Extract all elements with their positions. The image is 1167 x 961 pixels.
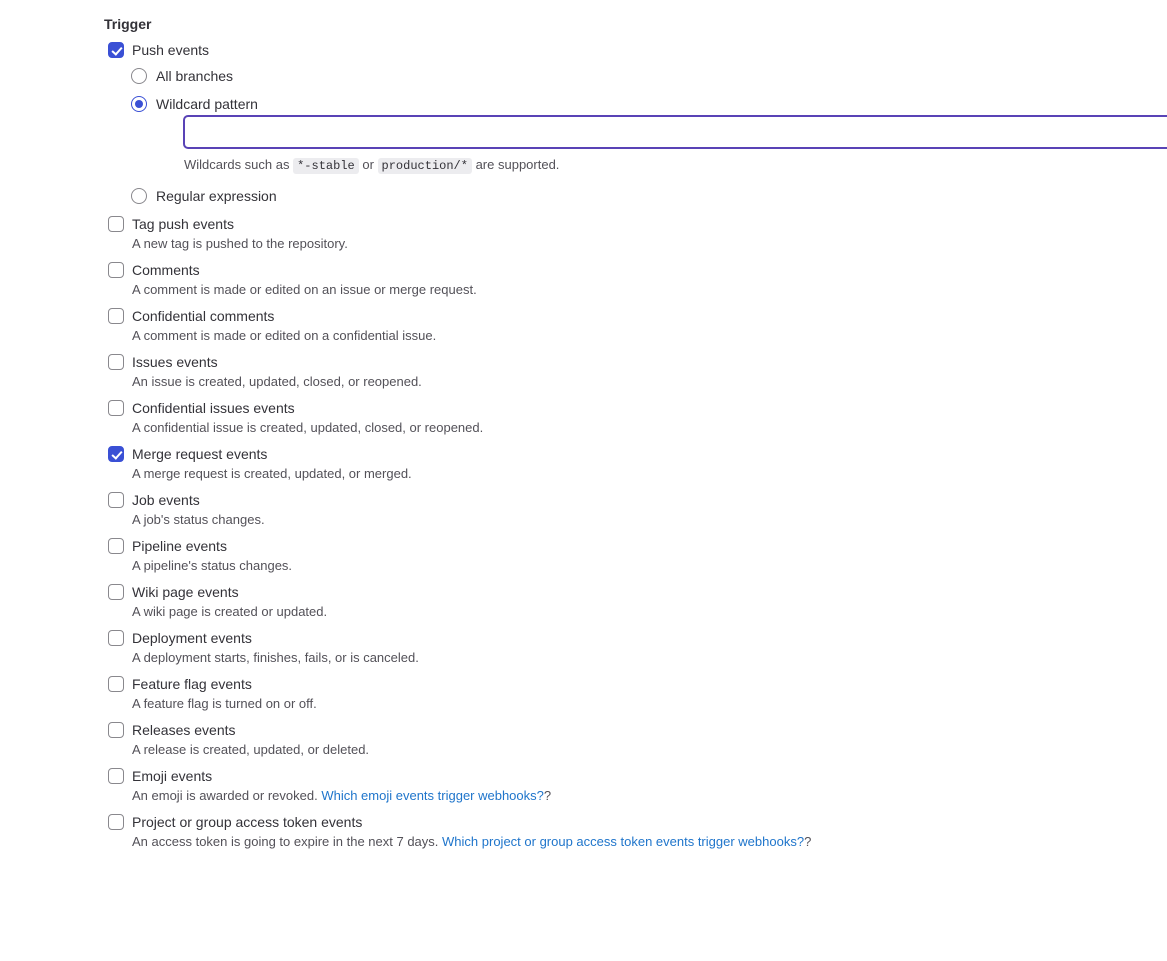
wiki-page-events-label: Wiki page events <box>132 584 239 600</box>
releases-events-help: A release is created, updated, or deleted. <box>132 742 370 757</box>
event-row-confidential-comments[interactable] <box>104 306 1167 346</box>
wildcard-help-prefix: Wildcards such as <box>184 157 290 172</box>
wildcard-pattern-input[interactable] <box>184 116 1167 148</box>
radio-all-branches[interactable] <box>128 66 1167 86</box>
wildcard-help-text <box>184 155 1167 176</box>
comments-help: A comment is made or edited on an issue or merge request. <box>132 282 477 297</box>
event-row-pipeline[interactable] <box>104 536 1167 576</box>
issues-events-checkbox[interactable] <box>108 354 124 370</box>
access-token-events-help <box>132 832 1167 852</box>
push-events-row[interactable] <box>104 40 1167 60</box>
event-row-emoji[interactable] <box>104 766 1167 806</box>
event-row-issues[interactable] <box>104 352 1167 392</box>
confidential-issues-events-help: A confidential issue is created, updated, closed, or reopened. <box>132 420 484 435</box>
all-branches-radio[interactable] <box>131 68 147 84</box>
access-token-events-help-link[interactable]: Which project or group access token events trigger webhooks? <box>442 834 805 849</box>
push-events-checkbox[interactable] <box>108 42 124 58</box>
feature-flag-events-help: A feature flag is turned on or off. <box>132 696 317 711</box>
wildcard-help-conjunction: or <box>362 157 374 172</box>
access-token-events-help-text: An access token is going to expire in the next 7 days. <box>132 834 439 849</box>
regular-expression-radio[interactable] <box>131 188 147 204</box>
wildcard-example-2: production/* <box>378 158 472 174</box>
push-events-label: Push events <box>132 42 210 58</box>
event-row-tag-push[interactable] <box>104 214 1167 254</box>
confidential-comments-label: Confidential comments <box>132 308 275 324</box>
event-row-deployment[interactable] <box>104 628 1167 668</box>
radio-regular-expression[interactable] <box>128 186 1167 206</box>
emoji-events-help <box>132 786 1167 806</box>
push-branch-options <box>128 66 1167 206</box>
issues-events-label: Issues events <box>132 354 218 370</box>
confidential-issues-events-checkbox[interactable] <box>108 400 124 416</box>
wildcard-pattern-label: Wildcard pattern <box>156 96 258 112</box>
event-row-access-token[interactable] <box>104 812 1167 852</box>
trigger-fieldset <box>104 14 1167 852</box>
releases-events-label: Releases events <box>132 722 236 738</box>
releases-events-checkbox[interactable] <box>108 722 124 738</box>
emoji-events-help-text: An emoji is awarded or revoked. <box>132 788 318 803</box>
emoji-events-label: Emoji events <box>132 768 213 784</box>
tag-push-events-help: A new tag is pushed to the repository. <box>132 236 348 251</box>
confidential-comments-help: A comment is made or edited on a confidential issue. <box>132 328 437 343</box>
job-events-checkbox[interactable] <box>108 492 124 508</box>
emoji-events-checkbox[interactable] <box>108 768 124 784</box>
merge-request-events-label: Merge request events <box>132 446 268 462</box>
regular-expression-label: Regular expression <box>156 188 277 204</box>
access-token-events-checkbox[interactable] <box>108 814 124 830</box>
event-row-feature-flag[interactable] <box>104 674 1167 714</box>
event-row-confidential-issues[interactable] <box>104 398 1167 438</box>
emoji-help-qmark: ? <box>543 788 552 803</box>
access-token-events-label: Project or group access token events <box>132 814 363 830</box>
confidential-issues-events-label: Confidential issues events <box>132 400 295 416</box>
job-events-help: A job's status changes. <box>132 512 265 527</box>
job-events-label: Job events <box>132 492 200 508</box>
deployment-events-help: A deployment starts, finishes, fails, or is canceled. <box>132 650 419 665</box>
tag-push-events-checkbox[interactable] <box>108 216 124 232</box>
emoji-events-help-link[interactable]: Which emoji events trigger webhooks? <box>321 788 544 803</box>
feature-flag-events-label: Feature flag events <box>132 676 252 692</box>
event-row-wiki-page[interactable] <box>104 582 1167 622</box>
event-row-releases[interactable] <box>104 720 1167 760</box>
event-row-job[interactable] <box>104 490 1167 530</box>
wildcard-help-suffix: are supported. <box>475 157 560 172</box>
deployment-events-checkbox[interactable] <box>108 630 124 646</box>
access-token-help-qmark: ? <box>804 834 812 849</box>
confidential-comments-checkbox[interactable] <box>108 308 124 324</box>
comments-checkbox[interactable] <box>108 262 124 278</box>
event-row-comments[interactable] <box>104 260 1167 300</box>
wiki-page-events-help: A wiki page is created or updated. <box>132 604 328 619</box>
issues-events-help: An issue is created, updated, closed, or reopened. <box>132 374 422 389</box>
wiki-page-events-checkbox[interactable] <box>108 584 124 600</box>
all-branches-label: All branches <box>156 68 234 84</box>
feature-flag-events-checkbox[interactable] <box>108 676 124 692</box>
merge-request-events-help: A merge request is created, updated, or merged. <box>132 466 412 481</box>
pipeline-events-label: Pipeline events <box>132 538 227 554</box>
merge-request-events-checkbox[interactable] <box>108 446 124 462</box>
trigger-legend: Trigger <box>104 16 152 32</box>
tag-push-events-label: Tag push events <box>132 216 234 232</box>
pipeline-events-help: A pipeline's status changes. <box>132 558 293 573</box>
comments-label: Comments <box>132 262 200 278</box>
event-row-merge-request[interactable] <box>104 444 1167 484</box>
radio-wildcard-pattern[interactable] <box>128 94 1167 176</box>
wildcard-pattern-radio[interactable] <box>131 96 147 112</box>
wildcard-example-1: *-stable <box>293 158 359 174</box>
deployment-events-label: Deployment events <box>132 630 252 646</box>
pipeline-events-checkbox[interactable] <box>108 538 124 554</box>
